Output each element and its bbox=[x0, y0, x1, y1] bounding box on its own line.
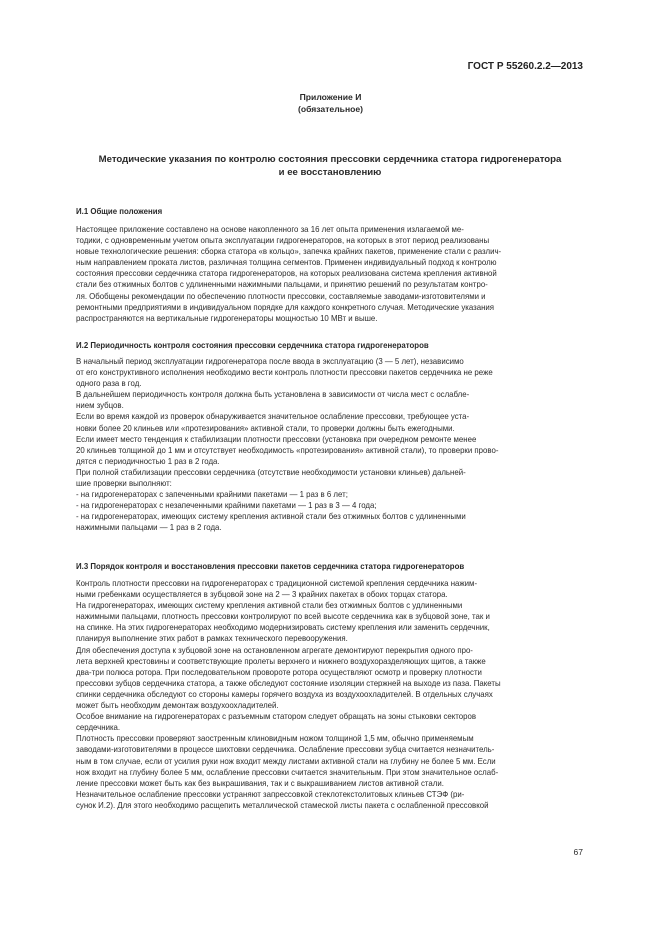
text-line: ным в том случае, если от усилия руки нож входит между листами активной стали на глубину не более 5 мм. Если bbox=[76, 756, 496, 766]
text-line: распространяются на вертикальные гидрогенераторы мощностью 10 МВт и выше. bbox=[76, 313, 378, 323]
section-2-heading: И.2 Периодичность контроля состояния прессовки сердечника статора гидрогенераторов bbox=[76, 341, 429, 350]
text-line: нажимными пальцами, плотность прессовки контролируют по всей высоте сердечника как в зубцовой зоне, так и bbox=[76, 612, 490, 622]
text-line: На гидрогенераторах, имеющих систему крепления активной стали без отжимных болтов с удлиненными bbox=[76, 601, 463, 611]
text-line: Плотность прессовки проверяют заостренным клиновидным ножом толщиной 1,5 мм, обычно применяемым bbox=[76, 734, 474, 744]
text-line: ремонтными предприятиями в индивидуальном порядке для каждого конкретного случая. Методические указания bbox=[76, 302, 495, 312]
text-line: тодики, с одновременным учетом опыта эксплуатации гидрогенераторов, на которых в этот период реализованы bbox=[76, 236, 490, 246]
text-line: Для обеспечения доступа к зубцовой зоне на остановленном агрегате демонтируют перекрытия одного про- bbox=[76, 645, 473, 655]
text-line: В начальный период эксплуатации гидрогенератора после ввода в эксплуатацию (3 — 5 лет), независимо bbox=[76, 357, 464, 366]
text-line: Незначительное ослабление прессовки устраняют запрессовкой стеклотекстолитовых клиньев СТЭФ (ри- bbox=[76, 789, 465, 799]
section-1-heading: И.1 Общие положения bbox=[76, 207, 163, 216]
text-line: нажимными пальцами — 1 раз в 2 года. bbox=[76, 523, 222, 533]
page-number: 67 bbox=[573, 847, 583, 857]
text-line: ными гребенками осуществляется в зубцовой зоне на 2 — 3 крайних пакетах в обоих торцах статора. bbox=[76, 590, 448, 600]
text-line: стали без отжимных болтов с удлиненными нажимными пальцами, и принятию решений по результатам контро- bbox=[76, 280, 488, 290]
text-line: заводами-изготовителями в процессе шихтовки сердечника. Ослабление прессовки зубца считается незначитель- bbox=[76, 745, 495, 755]
list-item: - на гидрогенераторах, имеющих систему крепления активной стали без отжимных болтов с удлиненными bbox=[76, 512, 466, 522]
section-1-text bbox=[76, 224, 581, 324]
list-item: - на гидрогенераторах с запеченными крайними пакетами — 1 раз в 6 лет; bbox=[76, 490, 348, 500]
text-line: При полной стабилизации прессовки сердечника (отсутствие необходимости установки клиньев) дальней- bbox=[76, 467, 466, 477]
text-line: от его конструктивного исполнения необходимо вести контроль плотности прессовки пакетов сердечника не реже bbox=[76, 368, 493, 378]
text-line: Настоящее приложение составлено на основе накопленного за 16 лет опыта применения излагаемой ме- bbox=[76, 225, 464, 234]
text-line: два-три полюса ротора. При последовательном провороте ротора осуществляют осмотр и проверку плотности bbox=[76, 667, 482, 677]
text-line: может быть необходим демонтаж воздухоохладителей. bbox=[76, 701, 279, 711]
text-line: Если имеет место тенденция к стабилизации плотности прессовки (установка при очередном ремонте менее bbox=[76, 434, 477, 444]
text-line: новки более 20 клиньев или «протезирования» активной стали, то проверки должны быть ежегодными. bbox=[76, 423, 455, 433]
text-line: 20 клиньев толщиной до 1 мм и отсутствует необходимость «протезирования» активной стали), то проверки прово- bbox=[76, 445, 499, 455]
text-line: сердечника. bbox=[76, 723, 121, 733]
text-line: планируя выполнение этих работ в рамках технического перевооружения. bbox=[76, 634, 348, 644]
text-line: Контроль плотности прессовки на гидрогенераторах с традиционной системой крепления сердечника нажим- bbox=[76, 579, 478, 588]
text-line: ля. Обобщены рекомендации по обеспечению плотности прессовки, составляемые заводами-изготовителями и bbox=[76, 291, 486, 301]
section-3-text bbox=[76, 578, 581, 811]
text-line: нием зубцов. bbox=[76, 401, 124, 411]
text-line: на спинке. На этих гидрогенераторах необходимо модернизировать систему крепления или заменить сердечник, bbox=[76, 623, 490, 633]
appendix-status: (обязательное) bbox=[297, 104, 364, 114]
text-line: состояния прессовки сердечника статора гидрогенераторов, на которых реализована система крепления активной bbox=[76, 269, 497, 279]
text-line: ление прессовки может быть как без выкрашивания, так и с выкрашиванием листов активной стали. bbox=[76, 778, 444, 788]
appendix-title: Приложение И bbox=[299, 92, 362, 102]
text-line: прессовки зубцов сердечника статора, а также обследуют состояние изоляции стержней на выходе из паза. Пакеты bbox=[76, 678, 501, 688]
text-line: Если во время каждой из проверок обнаруживается значительное ослабление прессовки, требующее уста- bbox=[76, 412, 470, 422]
text-line: В дальнейшем периодичность контроля должна быть установлена в зависимости от числа мест с ослабле- bbox=[76, 390, 470, 400]
text-line: дятся с периодичностью 1 раз в 2 года. bbox=[76, 456, 220, 466]
text-line: одного раза в год. bbox=[76, 379, 142, 389]
section-3-heading: И.3 Порядок контроля и восстановления прессовки пакетов сердечника статора гидрогенераторов bbox=[76, 562, 465, 571]
text-line: спинки сердечника обследуют со стороны камеры горячего воздуха из воздухоохладителей. В отдельных случаях bbox=[76, 689, 493, 699]
document-title-line-1: Методические указания по контролю состояния прессовки сердечника статора гидрогенератора bbox=[98, 154, 562, 165]
text-line: шие проверки выполняют: bbox=[76, 479, 172, 489]
text-line: лета верхней крестовины и соответствующие пролеты верхнего и нижнего воздухоразделяющих щитов, а также bbox=[76, 656, 486, 666]
text-line: новые технологические решения: сборка статора «в кольцо», запечка крайних пакетов, применение стали с различ- bbox=[76, 247, 502, 257]
document-code: ГОСТ Р 55260.2.2—2013 bbox=[467, 61, 583, 72]
section-2-text bbox=[76, 356, 581, 534]
text-line: Особое внимание на гидрогенераторах с разъемным статором следует обращать на зоны стыковки секторов bbox=[76, 712, 477, 722]
document-title-line-2: и ее восстановлению bbox=[278, 167, 382, 178]
text-line: ным направлением проката листов, различная толщина сегментов. Применен индивидуальный подход к контролю bbox=[76, 258, 497, 268]
text-line: сунок И.2). Для этого необходимо расщепить металлической стамеской листы пакета с ослабленной прессовкой bbox=[76, 800, 489, 810]
text-line: нож входит на глубину более 5 мм, ослабление прессовки считается значительным. При этом значительное ослаб- bbox=[76, 767, 499, 777]
list-item: - на гидрогенераторах с незапеченными крайними пакетами — 1 раз в 3 — 4 года; bbox=[76, 501, 377, 511]
